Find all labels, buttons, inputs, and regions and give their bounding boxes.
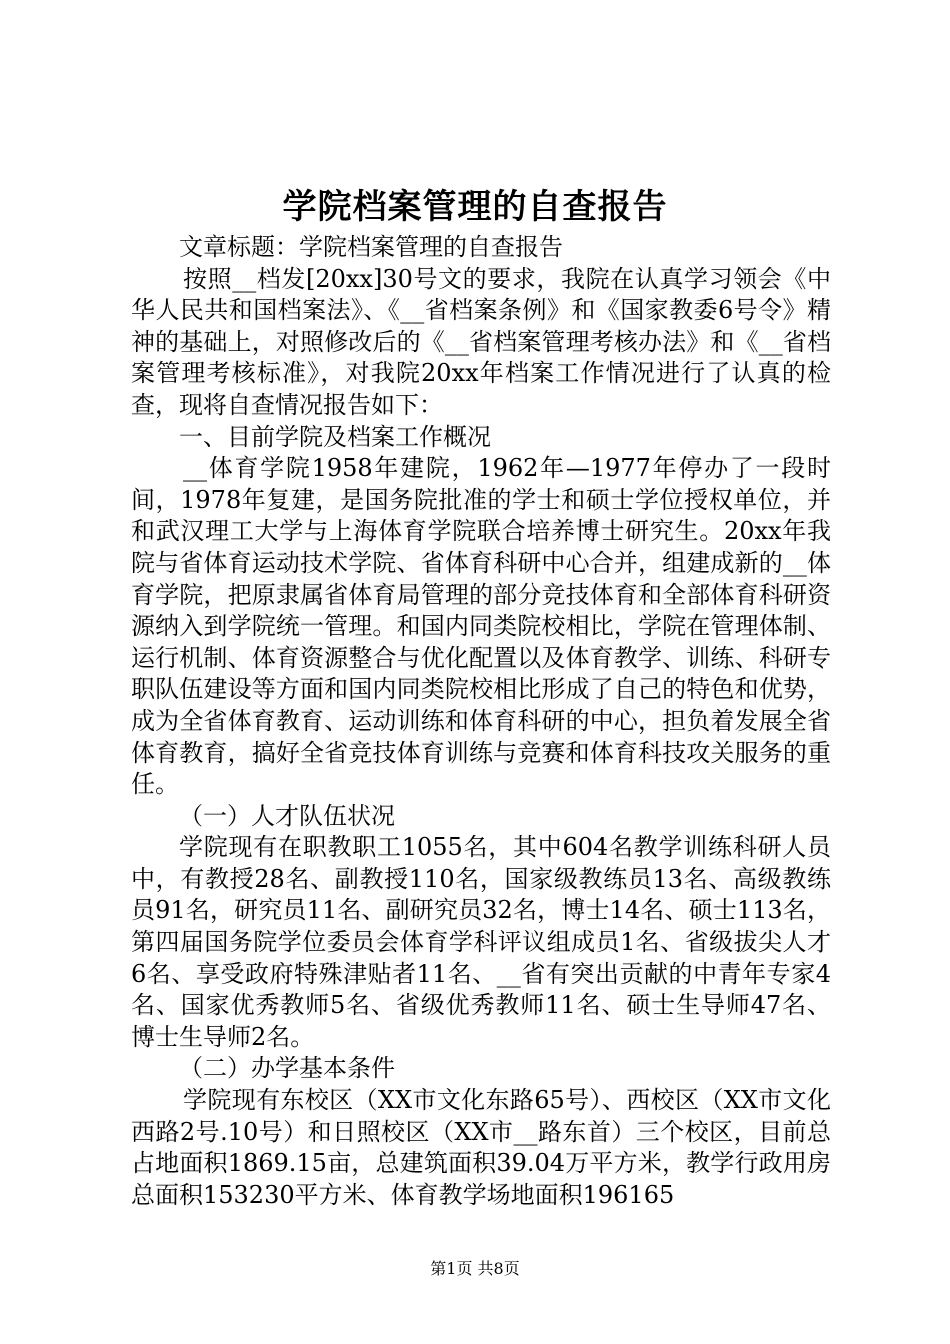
paragraph-conditions: 学院现有东校区（XX市文化东路65号）、西校区（XX市文化西路2号.10号）和日照校区（XX市__路东首）三个校区，目前总占地面积1869.15亩，总建筑面积39.04万平方米，教学行政用房总面积153230平方米、体育教学场地面积196165: [131, 1086, 831, 1209]
paragraph-intro: 按照__档发[20xx]30号文的要求，我院在认真学习领会《中华人民共和国档案法》、《__省档案条例》和《国家教委6号令》精神的基础上，对照修改后的《__省档案管理考核办法》和《__省档案管理考核标准》，对我院20xx年档案工作情况进行了认真的检查，现将自查情况报告如下：: [131, 264, 831, 419]
subsection-heading-conditions: （二）办学基本条件: [179, 1054, 395, 1083]
subsection-heading-staff: （一）人才队伍状况: [179, 801, 395, 830]
section-heading-overview: 一、目前学院及档案工作概况: [179, 422, 491, 451]
document-title: 学院档案管理的自查报告: [282, 187, 668, 227]
document-body: [131, 232, 831, 1211]
page-footer: 第1页 共8页: [430, 1259, 520, 1278]
paragraph-staff: 学院现有在职教职工1055名，其中604名教学训练科研人员中，有教授28名、副教授110名，国家级教练员13名、高级教练员91名，研究员11名、副研究员32名，博士14名、硕士113名，第四届国务院学位委员会体育学科评议组成员1名、省级拔尖人才6名、享受政府特殊津贴者11名、__省有突出贡献的中青年专家4名、国家优秀教师5名、省级优秀教师11名、硕士生导师47名、博士生导师2名。: [131, 833, 831, 1051]
paragraph-article-title: 文章标题：学院档案管理的自查报告: [179, 233, 563, 261]
paragraph-overview: __体育学院1958年建院，1962年—1977年停办了一段时间，1978年复建，是国务院批准的学士和硕士学位授权单位，并和武汉理工大学与上海体育学院联合培养博士研究生。20xx年我院与省体育运动技术学院、省体育科研中心合并，组建成新的__体育学院，把原隶属省体育局管理的部分竞技体育和全部体育科研资源纳入到学院统一管理。和国内同类院校相比，学院在管理体制、运行机制、体育资源整合与优化配置以及体育教学、训练、科研专职队伍建设等方面和国内同类院校相比形成了自己的特色和优势，成为全省体育教育、运动训练和体育科研的中心，担负着发展全省体育教育，搞好全省竞技体育训练与竞赛和体育科技攻关服务的重任。: [131, 454, 831, 799]
